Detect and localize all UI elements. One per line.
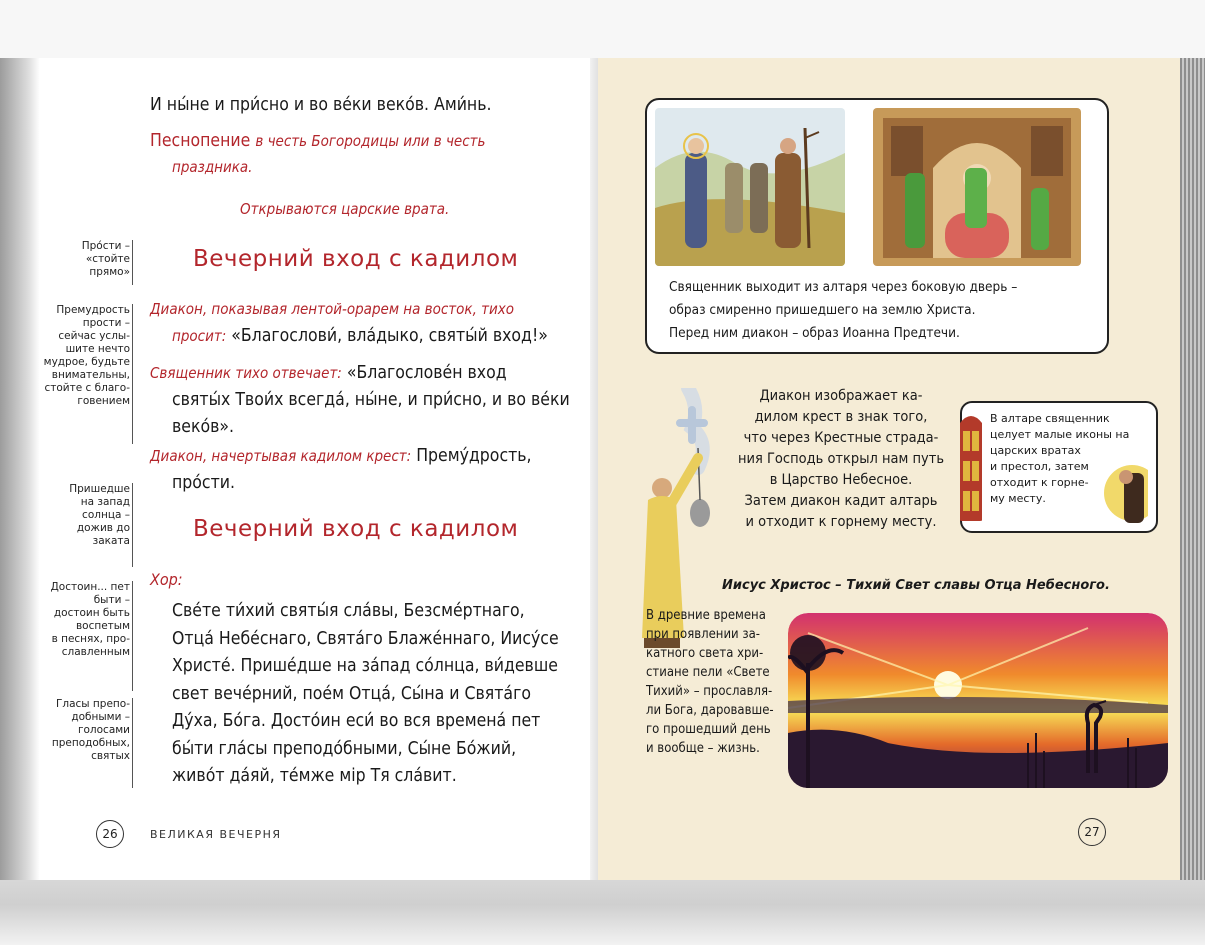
gloss-line: прости – xyxy=(82,317,130,329)
gloss-divider xyxy=(132,483,133,567)
gloss-line: Про́сти – xyxy=(81,240,130,252)
gloss-line: дожив до xyxy=(76,522,130,534)
hymn-line: свет вече́рний, пое́м Отца́, Сы́на и Свята́го xyxy=(172,683,531,704)
gloss-line: «стойте xyxy=(85,253,130,265)
deacon-wisdom: Диакон, начертывая кадилом крест: Прему́дрость, про́сти. xyxy=(150,446,532,493)
gloss-line: говением xyxy=(77,395,130,407)
right-page xyxy=(598,58,1180,880)
page-edges xyxy=(1180,58,1205,880)
gloss-prosti xyxy=(38,240,130,279)
gloss-line: быти – xyxy=(93,594,130,606)
hymn-line: живо́т да́яй, те́мже мір Тя сла́вит. xyxy=(172,766,457,786)
gloss-line: голосами xyxy=(77,724,130,736)
gloss-line: Достоин... пет xyxy=(50,581,130,593)
gloss-line: на запад xyxy=(80,496,130,508)
gloss-line: заката xyxy=(92,535,130,547)
deacon-request: Диакон, показывая лентой-орарем на восток, тихо просит: «Благослови́, вла́дыко, святы́й вход!» xyxy=(150,300,548,346)
gloss-divider xyxy=(132,304,133,444)
priest-answer: Священник тихо отвечает: «Благослове́н вход святы́х Твои́х всегда́, ны́не, и при́сно, и во ве́ки веко́в». xyxy=(150,363,570,437)
gloss-line: прямо» xyxy=(89,266,130,278)
page-number-right: 27 xyxy=(1078,818,1106,846)
running-title: ВЕЛИКАЯ ВЕЧЕРНЯ xyxy=(150,828,282,841)
gloss-glasy xyxy=(38,698,130,763)
hymn-line: Ду́ха, Бо́га. Досто́ин еси́ во вся времена́ пет xyxy=(172,711,541,731)
gloss-line: мудрое, будьте xyxy=(43,356,130,368)
hymn-text xyxy=(172,598,559,791)
doxology-line: И ны́не и при́сно и во ве́ки веко́в. Ами́нь. xyxy=(150,95,492,115)
christ-and-john-illustration xyxy=(655,108,845,266)
section-heading-2: Вечерний вход с кадилом xyxy=(193,516,519,542)
priest-kissing-icon-illustration xyxy=(1102,453,1148,523)
entrance-caption: Священник выходит из алтаря через боковую дверь – образ смиренно пришедшего на землю Христа. Перед ним диакон – образ Иоанна Предтечи. xyxy=(669,279,1018,341)
sunset-description: В древние времена при появлении за- катного света хри- стиане пели «Свете Тихий» – прославля- ли Бога, даровавше- го прошедший день и вообще – жизнь. xyxy=(646,608,774,756)
gloss-prishedshe xyxy=(38,483,130,548)
gloss-line: Гласы препо- xyxy=(55,698,130,710)
gloss-line: святых xyxy=(91,750,130,762)
hymn-line: Отца́ Небе́снаго, Свята́го Блаже́ннаго, Иису́се xyxy=(172,628,559,649)
gloss-line: добными – xyxy=(71,711,130,723)
rubric-hymn: Песнопение в честь Богородицы или в честь праздника. xyxy=(150,131,486,176)
altar-info-box xyxy=(960,401,1158,533)
gloss-line: внимательны, xyxy=(51,369,130,381)
illustration-box-entrance xyxy=(645,98,1109,354)
gloss-line: преподобных, xyxy=(51,737,130,749)
gloss-divider xyxy=(132,698,133,788)
church-altar-illustration xyxy=(873,108,1081,266)
hymn-line: Све́те ти́хий святы́я сла́вы, Безсме́ртнаго, xyxy=(172,601,525,621)
rubric-royal-doors: Открываются царские врата. xyxy=(240,200,450,218)
gloss-line: стойте с благо- xyxy=(44,382,130,394)
open-book xyxy=(0,58,1205,880)
section-heading-1: Вечерний вход с кадилом xyxy=(193,246,519,272)
choir-label: Хор: xyxy=(150,570,183,589)
gloss-line: в песнях, про- xyxy=(51,633,130,645)
deacon-description: Диакон изображает ка- дилом крест в знак того, что через Крестные страда- ния Господь открыл нам путь в Царство Небесное. Затем диакон кадит алтарь и отходит к горнему месту. xyxy=(737,388,945,530)
gloss-line: Премудрость xyxy=(56,304,130,316)
gloss-line: воспетым xyxy=(75,620,130,632)
hymn-line: Христе́. Прише́дше на за́пад со́лнца, ви́девше xyxy=(172,656,558,676)
gloss-divider xyxy=(132,581,133,691)
table-shadow xyxy=(0,878,1205,945)
gloss-dostoin xyxy=(38,581,130,659)
gloss-line: Пришедше xyxy=(69,483,130,495)
sunset-heron-illustration xyxy=(788,613,1168,788)
gloss-line: солнца – xyxy=(82,509,130,521)
gloss-line: славленным xyxy=(61,646,130,658)
christ-light-quote: Иисус Христос – Тихий Свет славы Отца Небесного. xyxy=(722,578,1110,593)
gloss-premudrost xyxy=(38,304,130,408)
gloss-line: сейчас услы- xyxy=(58,330,130,342)
left-page xyxy=(0,58,598,880)
altar-info-text: В алтаре священник целует малые иконы на царских вратах и престол, затем отходит к горне- му месту. xyxy=(990,412,1130,505)
gloss-divider xyxy=(132,240,133,285)
hymn-line: бы́ти гла́сы преподо́бными, Сы́не Бо́жий, xyxy=(172,738,517,759)
royal-doors-icon xyxy=(958,409,984,521)
page-number-left: 26 xyxy=(96,820,124,848)
gloss-line: достоин быть xyxy=(53,607,130,619)
gloss-line: шите нечто xyxy=(65,343,130,355)
